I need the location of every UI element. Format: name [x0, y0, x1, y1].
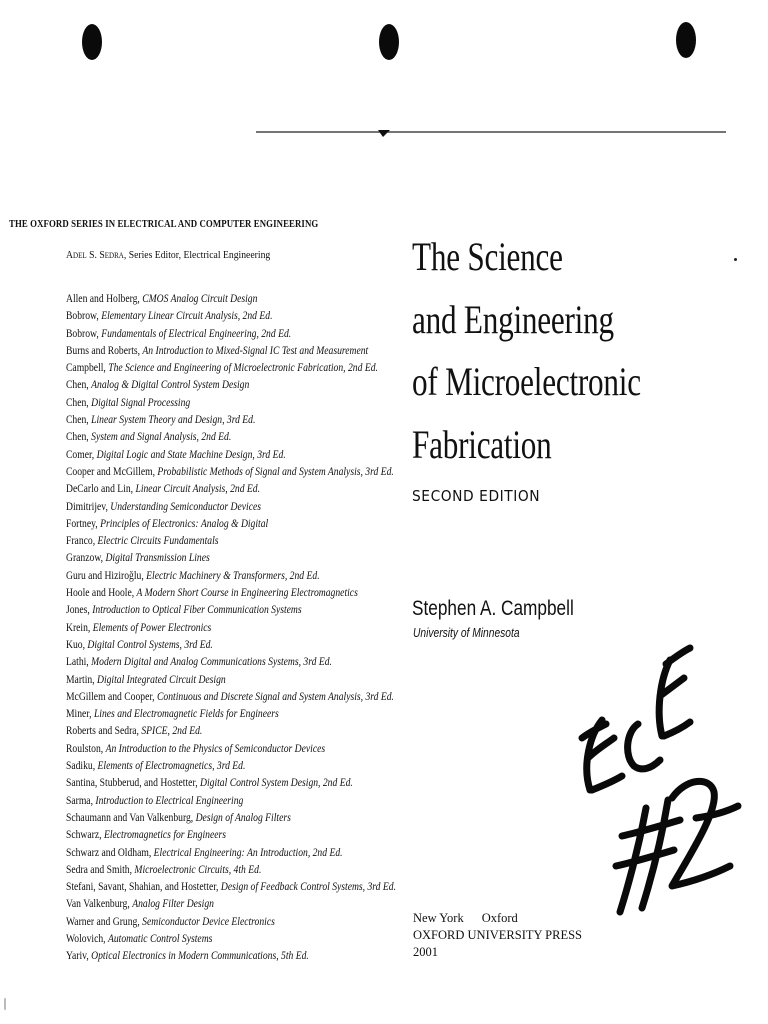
publisher-block [413, 910, 582, 961]
book-authors: Wolovich, [66, 932, 108, 945]
series-book-entry [66, 447, 396, 464]
book-authors: Chen, [66, 431, 92, 444]
book-authors: McGillem and Cooper, [66, 690, 157, 703]
series-book-entry [66, 914, 396, 931]
series-book-entry [66, 706, 396, 723]
series-book-entry [66, 602, 396, 619]
series-book-entry [66, 948, 396, 965]
series-book-entry [66, 412, 396, 429]
book-series-title: Elements of Electromagnetics, 3rd Ed. [97, 760, 246, 773]
publisher-city: New York [413, 911, 464, 925]
book-authors: Van Valkenburg, [66, 898, 133, 911]
book-authors: Allen and Holberg, [66, 293, 143, 305]
book-series-title: Electric Machinery & Transformers, 2nd Ed. [146, 569, 320, 582]
book-series-title: Digital Control Systems, 3rd Ed. [87, 638, 213, 651]
book-authors: Schwarz, [66, 829, 104, 842]
series-editor [66, 249, 270, 261]
book-series-title: Continuous and Discrete Signal and System Analysis, 3rd Ed. [156, 690, 394, 703]
book-authors: Bobrow, [66, 310, 102, 323]
series-editor-role: , Series Editor, Electrical Engineering [123, 249, 271, 261]
book-authors: Santina, Stubberud, and Hostetter, [66, 777, 201, 790]
punch-hole [82, 24, 102, 60]
publisher-city: Oxford [481, 911, 518, 925]
scan-speck [734, 258, 737, 261]
book-authors: Kuo, [66, 638, 88, 651]
series-book-entry [66, 689, 396, 706]
book-series-title: Digital Integrated Circuit Design [97, 673, 226, 686]
book-series-title: Optical Electronics in Modern Communications, 5th Ed. [91, 950, 309, 963]
book-title-line: Fabrication [412, 421, 552, 467]
series-book-entry [66, 499, 396, 516]
book-authors: Schwarz and Oldham, [66, 846, 154, 859]
book-authors: Warner and Grung, [66, 915, 143, 928]
book-authors: Burns and Roberts, [66, 344, 143, 357]
author-affiliation: University of Minnesota [413, 626, 520, 640]
series-book-list [66, 291, 450, 966]
book-series-title: Digital Logic and State Machine Design, 3rd Ed. [96, 448, 286, 461]
series-book-entry [66, 568, 396, 585]
series-book-entry [66, 741, 396, 758]
book-series-title: System and Signal Analysis, 2nd Ed. [91, 431, 232, 444]
book-series-title: Modern Digital and Analog Communications Systems, 3rd Ed. [91, 656, 332, 669]
book-series-title: Fundamentals of Electrical Engineering, 2nd Ed. [101, 327, 292, 340]
publisher-name: OXFORD UNIVERSITY PRESS [413, 928, 583, 942]
book-authors: Guru and Hiziroğlu, [66, 569, 147, 582]
series-book-entry [66, 654, 396, 671]
book-series-title: Analog & Digital Control System Design [91, 379, 250, 392]
book-series-title: Design of Feedback Control Systems, 3rd Ed. [220, 881, 396, 894]
book-series-title: Principles of Electronics: Analog & Digital [100, 517, 269, 530]
series-book-entry [66, 533, 396, 550]
book-authors: Roulston, [66, 742, 106, 755]
series-book-entry [66, 620, 396, 637]
book-series-title: CMOS Analog Circuit Design [142, 293, 258, 305]
series-book-entry [66, 775, 396, 792]
book-authors: Comer, [66, 448, 97, 461]
book-authors: Jones, [66, 604, 93, 617]
book-series-title: Introduction to Electrical Engineering [95, 794, 244, 807]
punch-hole [676, 22, 696, 58]
book-authors: Roberts and Sedra, [66, 725, 142, 738]
book-title [412, 226, 641, 476]
book-authors: Chen, [66, 379, 92, 392]
book-authors: Sedra and Smith, [66, 863, 135, 876]
book-series-title: Lines and Electromagnetic Fields for Engineers [93, 708, 279, 721]
book-title-line: and Engineering [412, 296, 614, 342]
book-authors: Sarma, [66, 794, 96, 807]
series-book-entry [66, 326, 396, 343]
book-series-title: Design of Analog Filters [195, 811, 291, 824]
series-book-entry [66, 862, 396, 879]
series-book-entry [66, 931, 396, 948]
series-book-entry [66, 360, 396, 377]
series-book-entry [66, 827, 396, 844]
series-book-entry [66, 377, 396, 394]
series-book-entry [66, 879, 396, 896]
book-series-title: Linear Circuit Analysis, 2nd Ed. [135, 483, 261, 496]
book-series-title: Elementary Linear Circuit Analysis, 2nd Ed. [101, 310, 273, 323]
book-authors: Sadiku, [66, 760, 98, 773]
top-rule [256, 128, 726, 138]
series-book-entry [66, 395, 396, 412]
book-series-title: The Science and Engineering of Microelectronic Fabrication, 2nd Ed. [108, 362, 378, 375]
series-book-entry [66, 291, 396, 308]
book-authors: Dimitrijev, [66, 500, 111, 513]
book-authors: Krein, [66, 621, 93, 634]
series-book-entry [66, 637, 396, 654]
book-authors: Franco, [66, 535, 98, 548]
book-series-title: An Introduction to Mixed-Signal IC Test and Measurement [142, 344, 369, 357]
book-authors: DeCarlo and Lin, [66, 483, 136, 496]
punch-hole [379, 24, 399, 60]
book-series-title: Microelectronic Circuits, 4th Ed. [134, 863, 262, 876]
book-series-title: Automatic Control Systems [107, 932, 213, 945]
series-book-entry [66, 793, 396, 810]
series-book-entry [66, 516, 396, 533]
book-authors: Campbell, [66, 362, 109, 375]
book-series-title: Digital Transmission Lines [105, 552, 210, 565]
book-authors: Bobrow, [66, 327, 102, 340]
book-series-title: SPICE, 2nd Ed. [141, 725, 203, 738]
publication-year: 2001 [413, 945, 438, 959]
book-authors: Fortney, [66, 517, 101, 530]
book-series-title: Digital Control System Design, 2nd Ed. [200, 777, 353, 790]
series-book-entry [66, 758, 396, 775]
series-book-entry [66, 672, 396, 689]
book-title-line: of Microelectronic [412, 359, 641, 404]
book-series-title: Probabilistic Methods of Signal and System Analysis, 3rd Ed. [157, 465, 394, 478]
book-series-title: Understanding Semiconductor Devices [110, 500, 261, 513]
series-book-entry [66, 308, 396, 325]
series-heading: THE OXFORD SERIES IN ELECTRICAL AND COMPUTER ENGINEERING [9, 219, 319, 230]
series-editor-name: Adel S. Sedra [66, 249, 124, 261]
series-book-entry [66, 810, 396, 827]
series-book-entry [66, 845, 396, 862]
publisher-cities [413, 910, 582, 927]
series-book-entry [66, 723, 396, 740]
book-series-title: Introduction to Optical Fiber Communication Systems [92, 604, 302, 617]
book-title-line: The Science [412, 234, 563, 279]
book-series-title: Electromagnetics for Engineers [103, 829, 226, 842]
author-name: Stephen A. Campbell [412, 597, 574, 620]
book-authors: Lathi, [66, 656, 92, 669]
book-series-title: A Modern Short Course in Engineering Electromagnetics [136, 587, 358, 600]
edition-label: SECOND EDITION [412, 487, 541, 505]
series-book-entry [66, 550, 396, 567]
book-series-title: Analog Filter Design [132, 898, 214, 911]
series-book-entry [66, 429, 396, 446]
book-authors: Yariv, [66, 950, 92, 963]
book-series-title: Elements of Power Electronics [92, 621, 212, 634]
book-series-title: Electric Circuits Fundamentals [97, 535, 219, 548]
book-authors: Martin, [66, 673, 98, 686]
book-authors: Chen, [66, 414, 92, 427]
book-authors: Schaumann and Van Valkenburg, [66, 811, 196, 824]
scan-speck [4, 998, 6, 1010]
book-authors: Stefani, Savant, Shahian, and Hostetter, [66, 881, 221, 894]
book-authors: Granzow, [66, 552, 106, 565]
book-authors: Cooper and McGillem, [66, 465, 158, 478]
series-book-entry [66, 481, 396, 498]
book-authors: Hoole and Hoole, [66, 587, 137, 600]
series-book-entry [66, 896, 396, 913]
series-book-entry [66, 464, 396, 481]
series-book-entry [66, 585, 396, 602]
book-authors: Miner, [66, 708, 94, 721]
book-series-title: Electrical Engineering: An Introduction, 2nd Ed. [153, 846, 343, 859]
book-authors: Chen, [66, 396, 92, 409]
book-series-title: Digital Signal Processing [91, 396, 191, 409]
book-series-title: Semiconductor Device Electronics [142, 915, 275, 928]
book-series-title: An Introduction to the Physics of Semiconductor Devices [105, 742, 326, 755]
book-series-title: Linear System Theory and Design, 3rd Ed. [91, 414, 256, 427]
handwritten-note [560, 640, 760, 950]
series-book-entry [66, 343, 396, 360]
